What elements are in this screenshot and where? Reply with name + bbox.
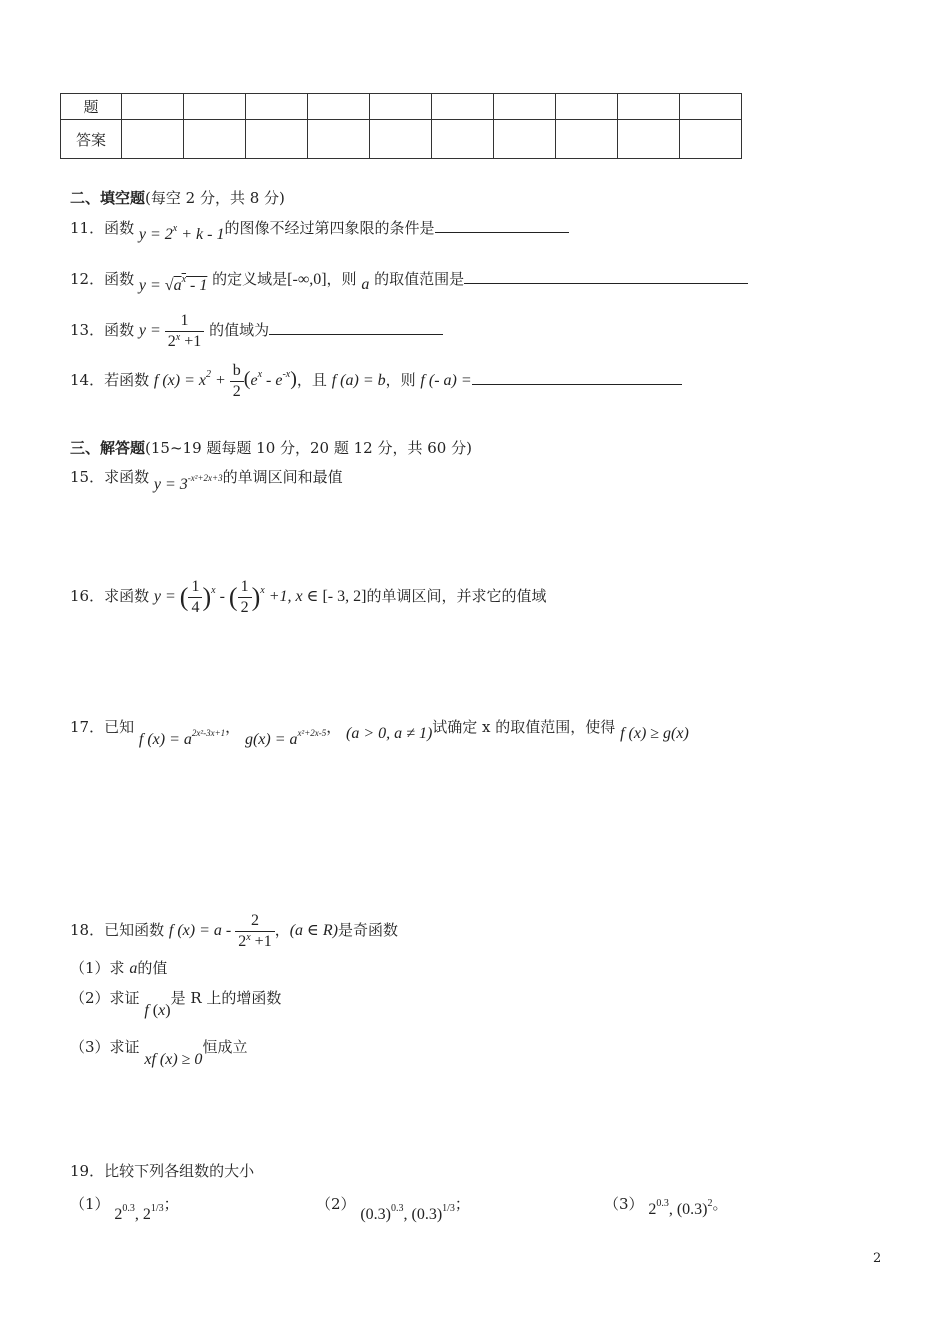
answer-cell[interactable]	[308, 120, 370, 159]
answer-blank[interactable]	[472, 370, 682, 385]
question-text: 已知	[104, 718, 135, 736]
question-text: ，则	[385, 371, 416, 390]
answer-table	[60, 93, 742, 159]
answer-cell[interactable]	[618, 120, 680, 159]
question-text: ，则	[326, 270, 357, 288]
formula: (a > 0, a ≠ 1)	[346, 725, 433, 742]
question-19-part-2	[316, 1193, 470, 1223]
answer-cell[interactable]	[432, 120, 494, 159]
answer-cell[interactable]	[556, 94, 618, 120]
question-13	[70, 312, 443, 351]
formula: f (x) ≥ g(x)	[620, 725, 689, 742]
table-row-label-answer: 答案	[61, 120, 122, 159]
answer-blank[interactable]	[269, 320, 443, 335]
question-text: 的图像不经过第四象限的条件是	[224, 219, 435, 237]
question-18-part-3	[70, 1036, 248, 1068]
question-16	[70, 578, 546, 617]
question-text: 函数	[104, 321, 135, 340]
question-number: 19．	[70, 1162, 105, 1180]
formula: a	[361, 276, 370, 293]
formula: f (x) = a - $\frac{2}{2^x +1}$	[169, 922, 275, 939]
question-text: 的取值范围是	[374, 270, 465, 288]
question-19	[70, 1160, 254, 1181]
formula: $y = 2^x + k - 1$	[138, 223, 225, 243]
answer-cell[interactable]	[370, 120, 432, 159]
section-note: (15~19 题每题 10 分，20 题 12 分，共 60 分)	[145, 439, 472, 457]
question-text: 的单调区间，并求它的值域	[366, 587, 547, 606]
formula: [-∞,0]	[287, 271, 327, 288]
answer-cell[interactable]	[184, 94, 246, 120]
question-18-part-1	[70, 957, 167, 978]
part-number: （1）	[70, 1195, 110, 1213]
formula: a	[129, 960, 138, 977]
formula: f (a) = b	[331, 372, 386, 390]
question-17: 17．已知 f $(x) = a^{2x^2-3x+1}$， $g(x) = a^{x^2+2x-5}$， (a > 0, a ≠ 1)试确定 x 的取值范围，使得 f (x) ≥ g(x)	[70, 718, 689, 748]
question-number: 14．	[70, 371, 105, 390]
formula: $(0.3)^{0.3}$, $(0.3)^{1/3}$	[360, 1203, 455, 1223]
question-text: 的定义域是	[212, 270, 288, 288]
question-text: 的值域为	[209, 321, 270, 340]
answer-cell[interactable]	[680, 94, 742, 120]
answer-cell[interactable]	[494, 120, 556, 159]
separator: 。	[712, 1195, 728, 1213]
question-18-part-2	[70, 987, 282, 1019]
formula: y = ( $\frac{1}{4}$ )$^x$ - ( $\frac{1}{2}$ )$^x$ +1, x ∈ [- 3, 2]	[153, 578, 367, 616]
question-text: 求证	[109, 1038, 140, 1056]
answer-blank[interactable]	[435, 218, 569, 233]
question-text: 求函数	[104, 468, 150, 486]
answer-cell[interactable]	[432, 94, 494, 120]
part-number: （2）	[316, 1195, 356, 1213]
question-text: 是奇函数	[338, 921, 399, 940]
question-18: 18．已知函数 f (x) = a - $\frac{2}{2^x +1}$ ，(a ∈ R)是奇函数	[70, 912, 399, 950]
separator: ；	[163, 1195, 179, 1213]
question-19-part-1	[70, 1193, 179, 1223]
page-number: 2	[873, 1251, 882, 1266]
question-15	[70, 466, 343, 493]
question-text: 恒成立	[202, 1038, 248, 1056]
question-number: 16．	[70, 587, 105, 606]
formula: f (x)	[144, 1002, 171, 1019]
answer-cell[interactable]	[122, 120, 184, 159]
question-text: ，且	[296, 371, 327, 390]
question-text: 若函数	[104, 371, 150, 390]
question-number: 15．	[70, 468, 105, 486]
section-heading-solutions	[70, 437, 472, 458]
question-number: 18．	[70, 921, 105, 940]
table-row-label-question: 题	[61, 94, 122, 120]
question-number: 11．	[70, 219, 105, 237]
question-text: 函数	[104, 270, 135, 288]
section-note: (每空 2 分，共 8 分)	[145, 189, 285, 207]
formula: f (- a) =	[420, 372, 472, 390]
answer-cell[interactable]	[122, 94, 184, 120]
answer-cell[interactable]	[184, 120, 246, 159]
section-title: 二、填空题	[70, 189, 146, 207]
formula: $g(x) = a^{x^2+2x-5}$	[244, 728, 327, 748]
part-number: （1）	[70, 959, 110, 977]
question-number: 13．	[70, 321, 105, 340]
formula: xf (x) ≥ 0	[144, 1051, 203, 1068]
answer-cell[interactable]	[308, 94, 370, 120]
answer-cell[interactable]	[680, 120, 742, 159]
formula: $y = 3^{-x^2+2x+3}$	[153, 473, 223, 493]
question-text: 比较下列各组数的大小	[104, 1162, 255, 1180]
question-text: 求函数	[104, 587, 150, 606]
section-heading-fill-in	[70, 187, 285, 208]
answer-cell[interactable]	[618, 94, 680, 120]
question-text: 是 R 上的增函数	[170, 989, 282, 1007]
question-19-part-3	[604, 1193, 728, 1218]
question-text: 的值	[137, 959, 168, 977]
question-text: 已知函数	[104, 921, 165, 940]
question-12	[70, 268, 748, 294]
question-text: 函数	[104, 219, 135, 237]
question-text: 求	[109, 959, 125, 977]
question-number: 17．	[70, 718, 105, 736]
question-number: 12．	[70, 270, 105, 288]
answer-cell[interactable]	[246, 94, 308, 120]
part-number: （2）	[70, 989, 110, 1007]
answer-cell[interactable]	[494, 94, 556, 120]
question-text: 求证	[109, 989, 140, 1007]
formula: $y = √a^x - 1$	[138, 274, 208, 294]
formula: (a ∈ R)	[289, 922, 338, 940]
answer-cell[interactable]	[246, 120, 308, 159]
separator: ；	[454, 1195, 470, 1213]
answer-cell[interactable]	[370, 94, 432, 120]
answer-blank[interactable]	[464, 269, 748, 284]
answer-cell[interactable]	[556, 120, 618, 159]
question-11	[70, 217, 569, 243]
formula: f $(x) = a^{2x^2-3x+1}$	[138, 728, 226, 748]
part-number: （3）	[604, 1195, 644, 1213]
question-text: 的单调区间和最值	[222, 468, 343, 486]
section-title: 三、解答题	[70, 439, 146, 457]
part-number: （3）	[70, 1038, 110, 1056]
formula: $2^{0.3}$, $(0.3)^2$	[648, 1198, 713, 1218]
formula: f $(x) = x^2$ + $\frac{b}{2}$ $(e^x - e^{-x})$	[153, 362, 297, 400]
formula: y = $\frac{1}{2^x +1}$	[139, 322, 204, 339]
question-text: 试确定 x 的取值范围，使得	[432, 718, 616, 736]
formula: $2^{0.3}$, $2^{1/3}$	[114, 1203, 164, 1223]
question-14	[70, 362, 682, 401]
